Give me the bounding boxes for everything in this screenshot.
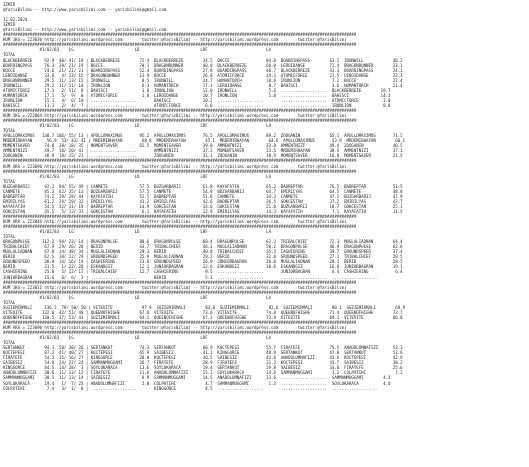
text-line: #1/02/83 LG LD LRF LA bbox=[3, 173, 272, 179]
text-line: #1/02/83 LG LD LRF LA bbox=[3, 335, 272, 341]
text-line: BUZGARBARIJ 92.2 94/ 55/ 49 | CANMETE 57.5 BUZGARBARIJ 61.8 KAYAFATIH 65.2 BADREPTAR 76.5 BADREPTAR 51.5 bbox=[3, 183, 403, 189]
text-line: KUM 1KG = 222064 http://yarisbilimi.wordpress.com twitter:@YarisBilimi -- http://yarisbilimi.wordpress.com twitter:@YarisBilimi bbox=[3, 113, 347, 119]
text-line: #1/02/83 LG LD LRF LA bbox=[3, 123, 272, 129]
text-line: QUEENOFHIGHE 130.5 37/ 53/ 43 | SUZIEMIRMALI 64.1 QUEENOFHIGHE 67.3 QUEENOFHIGHE 72.9 VITEVITE 69.1 VITEVITE 66.8 bbox=[3, 314, 403, 320]
text-line: CASHIERING 25.8 5/ 12/ 17 | TRIBALCHIEF 12.7 CASHIERING 9.5 ................... JUNIORBAGRAN 6.4 CASHIERING 6.4 bbox=[3, 269, 403, 275]
text-line: ################################################################################################################################################# bbox=[3, 213, 357, 219]
text-line: TOTAL bbox=[3, 340, 16, 346]
text-line: KAYAFATIH 54.5 32/ 31/ 19 | BADREPTAR 14.9 GOKCESTAN 14.6 GOKCESTAN 21.0 BUZGARBARIJ 18.7 GOKCESTAN 25.1 bbox=[3, 203, 403, 209]
text-line: LEROIDANSE 33.8 4/ 13/ 15 | DRAGONRUNNER 13.9 BOCCE 26.0 ATOMICFORCE 14.3 ATOMICFORCE 21.5 LEROIDANSE 23.3 bbox=[3, 72, 403, 78]
text-line: IZMIR bbox=[3, 22, 16, 28]
text-line: ################################################################################################################################################# bbox=[3, 32, 357, 38]
text-line: KOCTEPESI 87.2 41/ 40/ 27 | KOCTEPESI 65.9 SAIBESIZ 41.1 KINGGORCE 48.9 SERTANKUT 47.0 SERTANKUT 51.6 bbox=[3, 350, 403, 356]
text-line: KUM ARA = 223090 http://yarisbilimi.wordpress.com twitter:@YarisBilimi -- http://yarisbilimi.wordpress.com twitter:@YarisBilimi bbox=[3, 325, 347, 330]
text-line: KUM 1KG = 223030 http://yarisbilimi.wordpress.com twitter:@YarisBilimi -- http://yarisbilimi.wordpress.com twitter:@YarisBilimi bbox=[3, 37, 347, 43]
text-line: @YarisBilimi -- http://www.yarisbilimi.com -- yarisbilimi@gmail.com bbox=[3, 27, 167, 33]
text-line: DRAGONRUNNER 29.5 11/ 13/ 15 | IRONWILL 8.5 IRONWILL 24.7 HUMANTORCH 10.8 IRONLION 7.2 BOCCE 22.4 bbox=[3, 77, 403, 83]
text-line: BAHISCI 11.3 2/ 4/ 7 | ................... ATOMICFORCE 6.0 ................... ................... IRONLION 0.8 bbox=[3, 102, 391, 108]
text-line: ################################################################################################################################################# bbox=[3, 279, 357, 285]
text-line: DRAGONPULSE 112.2 94/ 23/ 14 | DRAGONPULSE 80.6 DRAGONPULSE 60.4 DRAGONPULSE 62.3 TRIBALCHIEF 72.3 MUGLALIADNAN 64.4 bbox=[3, 239, 403, 245]
text-line: #1/02/83 LG LD LRF LA bbox=[3, 229, 272, 235]
text-line: ANADOLUMNAFIZI 30.6 11/ 13/ 12 | FIRATEFE 11.6 ANADOLUMNAFIZI 15.1 SOYLUKARACA 14.6 SAMMANMUGGAMI 3.2 COLPATIHI 7.2 bbox=[3, 370, 403, 376]
text-line: ################################################################################################################################################# bbox=[3, 289, 357, 295]
text-line: ATOMICFORCE 17.3 2/ 11/ 8 | BAHISCI 3.6 IRONLION 12.0 IRONWILL 5.6 ................... BLACKBERREZE 19.7 bbox=[3, 87, 391, 93]
text-line: TOTAL bbox=[3, 299, 16, 305]
text-line: TRIBALCHIEF 67.9 29/ 26/ 28 | BERID 43.7 TRIBALCHIEF 46.2 MUGLALIADNAN 58.2 DRAGONPULSE 46.9 DRAGONPULSE 62.6 bbox=[3, 244, 403, 250]
text-line: CANMETE 85.3 62/ 35/ 13 | BUZGARBARIJ 57.5 CANMETE 54.9 BUZGARBARIJ 64.7 EMIRILYAS 64.5 CANMETE 48.8 bbox=[3, 188, 403, 194]
text-line: SERTANKUT 94.1 50/ 30/ 26 | SERTANKUT 74.3 SERTANKUT 60.9 KOCTEPESI 55.7 FIRATEFE 75.5 ANADOLUMNAFIZI 53.3 bbox=[3, 345, 403, 351]
text-line: BERID 62.5 10/ 12/ 29 | GROUNDSPEED 25.9 MUGLALIADNAN 29.2 BERID 32.0 GROUNDSPEED 27.1 TRIBALCHIEF 29.5 bbox=[3, 254, 403, 260]
text-line: KINGGORCE 44.5 14/ 28/ 3 | SOYLUKARACA 13.6 SOYLUKARACA 19.4 SERTANKUT 29.8 SAIBESIZ 33.0 FIRATEFE 25.6 bbox=[3, 365, 403, 371]
text-line: TOTAL bbox=[3, 52, 16, 58]
text-line: KUM ARA = 223046 http://yarisbilimi.wordpress.com twitter:@YarisBilimi -- http://yarisbilimi.wordpress.com twitter:@YarisBilimi bbox=[3, 219, 347, 225]
text-line: MUGLALIADNAN 67.0 14/ 48/ 34 | MUGLALIADNAN 29.3 BERID 40.0 TRIBALCHIEF 35.3 CASHIERING 39.7 GROUNDSPEED 37.4 bbox=[3, 249, 403, 255]
text-line: TOTAL bbox=[3, 234, 16, 240]
text-line: IRONWILL 29.2 11/ 11/ 10 | IRONLION 6.3 HUMANTORCH 17.3 LEROIDANSE 8.7 BAHISCI 3.6 HUMANTORCH 21.4 bbox=[3, 82, 403, 88]
text-line: BADREPTAR 74.2 29/ 28/ 44 | KAYAFATIH 52.5 BADREPTAR 51.6 CANMETE 34.3 CANMETE 47.2 BUZGARBARIJ 47.9 bbox=[3, 193, 403, 199]
text-line: JUNIORBAGRAN 15.6 6/ 6/ 3 | ................... BERID 5.1 ................... ................... ................... bbox=[3, 274, 379, 280]
text-line: VITEVITE 132.0 42/ 51/ 40 | QUEENOFHIGHE 67.6 VITEVITE 73.6 VITEVITE 74.0 QUEENOFHIGHE 71.4 QUEENOFHIGHE 72.7 bbox=[3, 309, 403, 315]
text-line: ################################################################################################################################################# bbox=[3, 158, 357, 164]
text-line: ZOOGANIN 46.9 18/ 15/ 21 | ................... ZOOGANIN 31.3 ZOOGANIN 10.9 MOMENTSAVER 16.8 MOMENTSAVER 21.5 bbox=[3, 153, 403, 159]
text-line: EMIRILYAS 61.2 24/ 29/ 32 | EMIRILYAS 41.2 EMIRILYAS 42.6 BADREPTAR 26.5 GOKCESTAN 37.2 EMIRILYAS 43.7 bbox=[3, 198, 403, 204]
text-line: 12.02.2024 bbox=[3, 17, 28, 23]
text-line: ################################################################################################################################################# bbox=[3, 168, 357, 174]
text-line: @YarisBilimi -- http://www.yarisbilimi.com -- yarisbilimi@gmail.com bbox=[3, 7, 167, 13]
text-line: MOMENTSAVER 74.8 28/ 18/ 35 | MOMENTSAVER 65.5 MOMENTSAVER 39.0 AMMENTNIZI 33.8 AMMENTNIZI 49.4 ZOOGANIN 40.5 bbox=[3, 143, 403, 149]
text-line: MRDEMIRHAYAN 56.9 53/ 43/ 41 | MRDEMIRHAYAN 68.8 MRDEMIRHAYAN 45.1 MRDEMIRHAYAN 64.6 APOLLOMAXIMUS 53.9 MRDEMIRHAYAN 60.1 bbox=[3, 138, 406, 144]
text-line: BLACKBERREZE 92.9 40/ 41/ 19 | BLACKBERREZE 72.4 BLACKBERREZE 34.5 BOCCE 84.0 BOARDINGPASS 63.1 IRONWILL 48.2 bbox=[3, 57, 403, 63]
text-line: GOKCESTAN 35.5 5/ 12/ 31 | GOKCESTAN 6.1 KAYAFATIH 12.9 EMIRILYAS 14.3 KAYAFATIH 7.1 KAYAFATIH 11.5 bbox=[3, 208, 403, 214]
text-line: BOCCE 74.6 21/ 21/ 21 | BOARDINGPASS 52.4 BOARDINGPASS 27.8 BOARDINGPASS 40.7 BLACKBERREZE 41.3 BOARDINGPASS 24.1 bbox=[3, 67, 403, 73]
text-line: TOTAL bbox=[3, 178, 16, 184]
text-line: #1/02/83 LG LD LRF LA bbox=[3, 47, 272, 53]
text-line: ################################################################################################################################################# bbox=[3, 42, 357, 48]
text-line: TOTAL bbox=[3, 128, 16, 134]
text-line: APOLLOMAXIMUS 138.7 106/ 55/ 13 | APOLLOMAXIMUS 95.2 APOLLOMAXIMUS 76.5 APOLLOMAXIMUS 89.2 ZOOGANIN 65.1 APOLLOMAXIMUS 71.5 bbox=[3, 133, 403, 139]
text-line: BERID 31.5 1/ 22/ 28 | ESKANDGIZ 12.1 JUNIORBAGRAN 12.6 ESKANDGIZ 10.6 ESKANDGIZ 16.8 JUNIORBAGRAN 19.1 bbox=[3, 264, 403, 270]
text-line: KUM 1KG = 223011 http://yarisbilimi.wordpress.com twitter:@YarisBilimi -- http://yarisbilimi.wordpress.com twitter:@YarisBilimi bbox=[3, 284, 347, 290]
text-line: GROUNDSPEED 36.8 14/ 16/ 19 | CASHIERING 23.6 GROUNDSPEED 26.0 JUNIORBAGRAN 26.0 MUGLALIADNAN 20.1 BERID 28.5 bbox=[3, 259, 403, 265]
text-line: HUMANTORCH 17.1 5/ 9/ 8 | ATOMICFORCE 1.8 LEROIDANSE 10.7 IRONLION 5.0 ................... BAHISCI 14.3 bbox=[3, 92, 391, 98]
text-line: SAIBESIZ 54.0 24/ 22/ 24 | SAMMANMUGGAMI 26.7 FIRATEFE 28.9 FIRATEFE 31.2 KOCTEPESI 43.7 SAIBESIZ 38.2 bbox=[3, 360, 403, 366]
text-line: ################################################################################################################################################# bbox=[3, 224, 357, 230]
text-line: ################################################################################################################################################# bbox=[3, 118, 357, 124]
text-line: IRONLION 15.1 4/ 6/ 10 | ................... BAHISCI 10.2 ................... ................... ATOMICFORCE 3.0 bbox=[3, 97, 391, 103]
text-line: ################################################################################################################################################# bbox=[3, 330, 357, 336]
text-line: SOYLUKARACA 19.4 1/ 7/ 25 | ANADOLUMNAFIZI 2.0 COLPATIHI 4.7 SAMMANMUGGAMI 1.3 ................... SOYLUKARACA 4.0 bbox=[3, 380, 391, 386]
text-line: AMMENTNIZI 49.7 10/ 20/ 41 | ................... AMMENTNIZI 37.2 MOMENTSAVER 33.5 MRDEMIRHAYAN 38.5 AMMENTNIZI 37.1 bbox=[3, 148, 403, 154]
text-line: KUM ARA = 223098 http://yarisbilimi.wordpress.com twitter:@YarisBilimi -- http://yarisbilimi.wordpress.com twitter:@YarisBilimi bbox=[3, 163, 347, 169]
text-line: IZMIR bbox=[3, 2, 16, 7]
text-line: FIRATEFE 54.3 35/ 16/ 27 | KINGGORCE 28.8 KOCTEPESI 30.5 SAIBESIZ 43.6 ANADOLUMNAFIZI 43.6 KOCTEPESI 42.9 bbox=[3, 355, 403, 361]
text-line: SUZIEMIRMALI 136.5 79/ 50/ 50 | VITEVITE 97.9 SUZIEMIRMALI 83.8 SUZIEMIRMALI 82.6 SUZIEMIRMALI 80.1 SUZIEMIRMALI 69.9 bbox=[3, 304, 406, 310]
text-line: BOARDINGPASS 76.3 28/ 21/ 19 | BOCCE 70.1 DRAGONRUNNER 40.0 BLACKBERREZE 60.0 LEROIDANSE 72.4 DRAGONRUNNER 23.1 bbox=[3, 62, 403, 68]
text-line: ################################################################################################################################################# bbox=[3, 107, 357, 113]
text-line: ################################################################################################################################################# bbox=[3, 319, 357, 325]
text-line: COLPATIHI 7.4 3/ 1/ 8 | ................... KINGGORCE 4.5 ................... ................... ................... bbox=[3, 385, 379, 391]
text-line: #1/02/83 LG LD LRF LA bbox=[3, 294, 272, 300]
text-line: SAMMANMUGGAMI 30.5 11/ 13/ 14 | SAIBESIZ 8.9 SAMMANMUGGAMI 14.5 ANADOLUMNAFIZI 13.6 ................... SAMMANMUGGAMI 4.3 bbox=[3, 375, 391, 381]
